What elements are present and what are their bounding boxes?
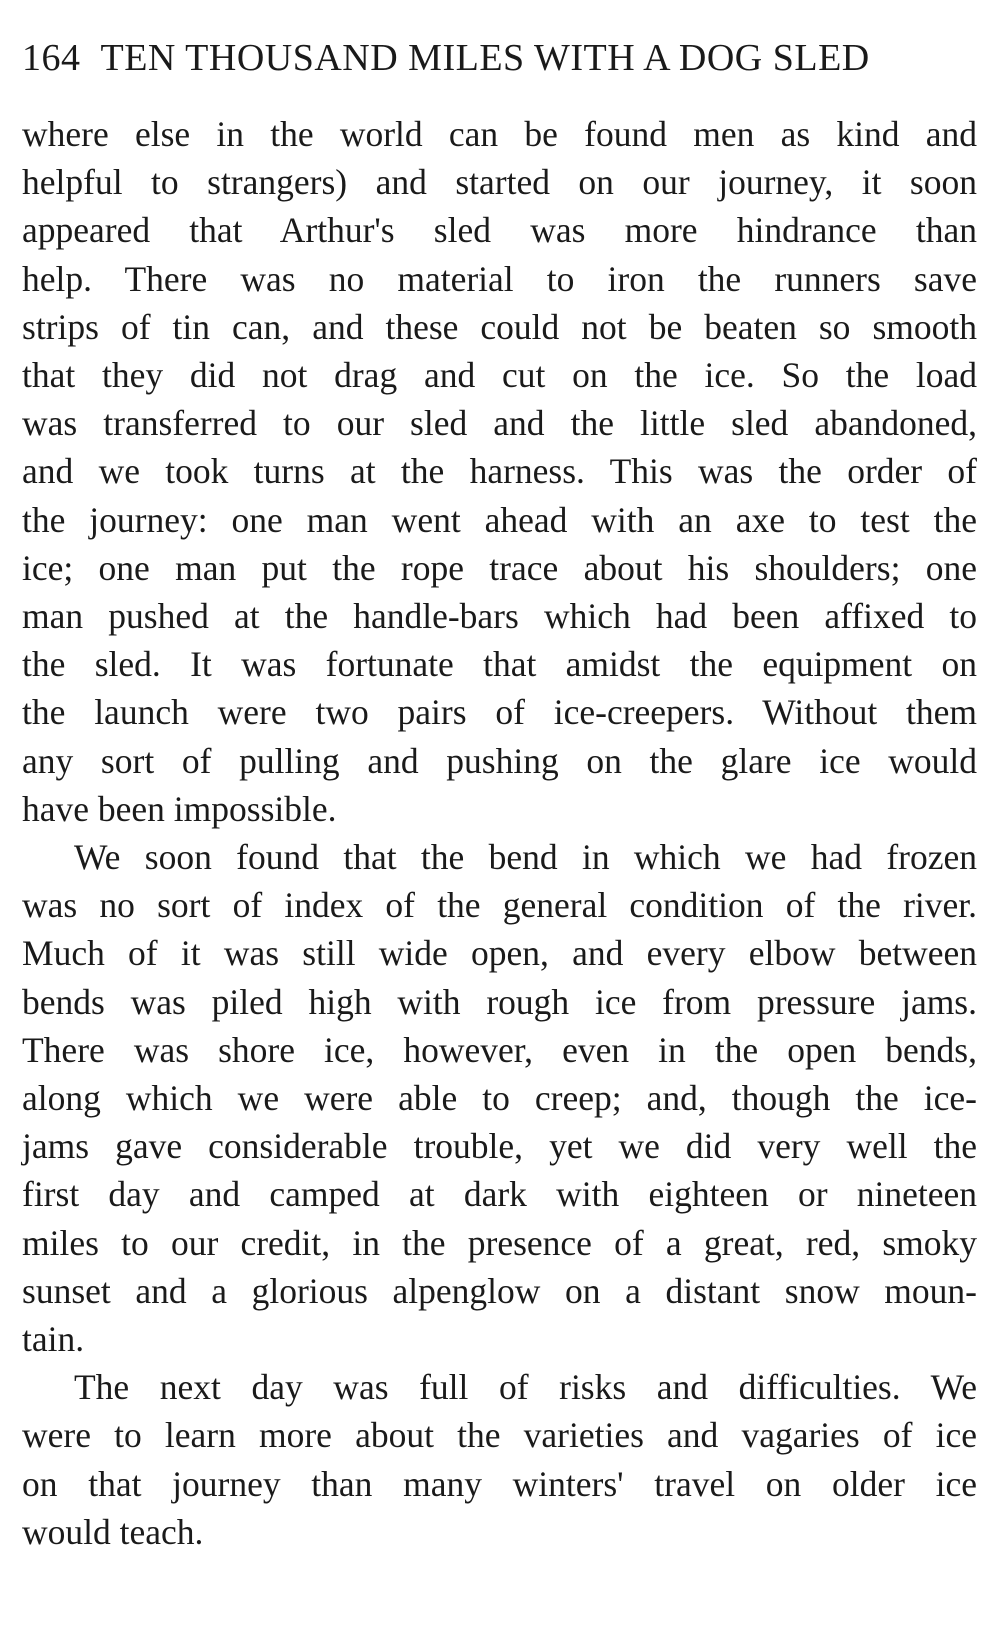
- text-line: bends was piled high with rough ice from pressure jams.: [22, 981, 977, 1022]
- text-line: miles to our credit, in the presence of a great, red, smoky: [22, 1222, 977, 1263]
- text-line: on that journey than many winters' travel on older ice: [22, 1463, 977, 1504]
- book-page: [22, 0, 977, 1556]
- running-header: [22, 0, 977, 110]
- paragraph-2: [22, 833, 977, 1363]
- text-line: any sort of pulling and pushing on the glare ice would: [22, 740, 977, 781]
- text-line: tain.: [22, 1319, 85, 1360]
- text-line: first day and camped at dark with eighteen or nineteen: [22, 1174, 977, 1215]
- text-line: would teach.: [22, 1511, 204, 1552]
- body-text: [22, 110, 977, 1556]
- text-line: that they did not drag and cut on the ice. So the load: [22, 355, 977, 396]
- text-line: We soon found that the bend in which we had frozen: [74, 837, 977, 878]
- text-line: where else in the world can be found men as kind and: [22, 114, 977, 154]
- text-line: appeared that Arthur's sled was more hindrance than: [22, 210, 977, 251]
- text-line: the journey: one man went ahead with an axe to test the: [22, 499, 977, 540]
- text-line: was transferred to our sled and the little sled abandoned,: [22, 403, 977, 444]
- text-line: There was shore ice, however, even in the open bends,: [22, 1029, 977, 1070]
- text-line: along which we were able to creep; and, though the ice-: [22, 1078, 977, 1119]
- text-line: have been impossible.: [22, 788, 337, 829]
- text-line: the sled. It was fortunate that amidst the equipment on: [22, 644, 977, 685]
- text-line: help. There was no material to iron the runners save: [22, 258, 977, 299]
- text-line: The next day was full of risks and difficulties. We: [74, 1367, 977, 1408]
- text-line: and we took turns at the harness. This was the order of: [22, 451, 977, 492]
- text-line: man pushed at the handle-bars which had been affixed to: [22, 596, 977, 637]
- paragraph-1: [22, 110, 977, 833]
- paragraph-3: [22, 1363, 977, 1556]
- running-title: TEN THOUSAND MILES WITH A DOG SLED: [100, 37, 870, 79]
- text-line: Much of it was still wide open, and every elbow between: [22, 933, 977, 974]
- text-line: jams gave considerable trouble, yet we did very well the: [22, 1126, 977, 1167]
- text-line: helpful to strangers) and started on our journey, it soon: [22, 162, 977, 203]
- text-line: the launch were two pairs of ice-creepers. Without them: [22, 692, 977, 733]
- text-line: strips of tin can, and these could not be beaten so smooth: [22, 306, 977, 347]
- text-line: ice; one man put the rope trace about his shoulders; one: [22, 547, 977, 588]
- text-line: were to learn more about the varieties and vagaries of ice: [22, 1415, 977, 1456]
- page-number: 164: [22, 37, 81, 79]
- text-line: sunset and a glorious alpenglow on a distant snow moun-: [22, 1270, 977, 1311]
- text-line: was no sort of index of the general condition of the river.: [22, 885, 977, 926]
